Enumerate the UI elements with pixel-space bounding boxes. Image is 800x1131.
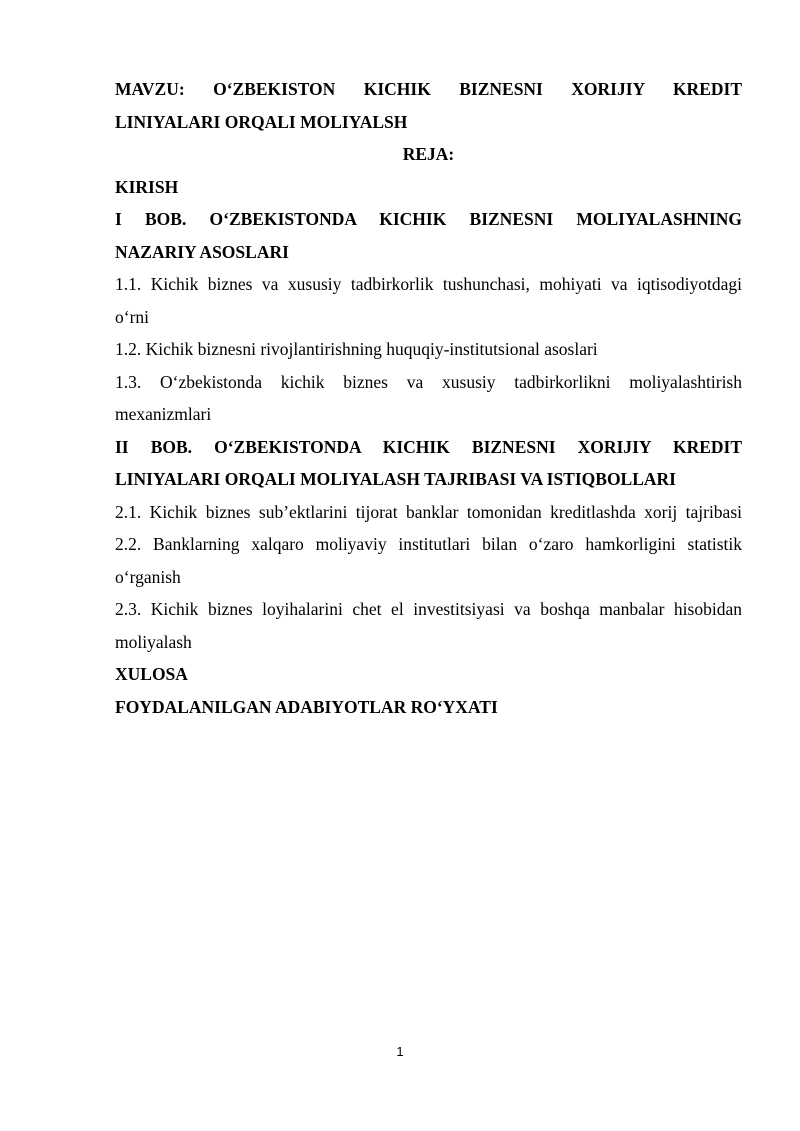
chapter-2-heading-line-2: LINIYALARI ORQALI MOLIYALASH TAJRIBASI VA ISTIQBOLLARI: [115, 469, 676, 489]
chapter-2-heading-line-1: II BOB. O‘ZBEKISTONDA KICHIK BIZNESNI XORIJIY KREDIT: [115, 436, 742, 457]
section-1-1-line-2: o‘rni: [115, 306, 150, 327]
section-1-3-line-1: 1.3. O‘zbekistonda kichik biznes va xususiy tadbirkorlikni moliyalashtirish: [115, 371, 742, 392]
section-1-1-line-1: 1.1. Kichik biznes va xususiy tadbirkorlik tushunchasi, mohiyati va iqtisodiyotdagi: [115, 274, 742, 294]
chapter-1-heading-line-2: NAZARIY ASOSLARI: [115, 241, 289, 262]
section-2-3-line-1: 2.3. Kichik biznes loyihalarini chet el investitsiyasi va boshqa manbalar hisobidan: [115, 599, 742, 619]
section-2-1: 2.1. Kichik biznes sub’ektlarini tijorat banklar tomonidan kreditlashda xorij tajribasi: [115, 501, 742, 522]
page-number: 1: [396, 1044, 404, 1059]
chapter-1-heading-line-1: I BOB. O‘ZBEKISTONDA KICHIK BIZNESNI MOLIYALASHNING: [115, 209, 742, 229]
topic-title-line-2: LINIYALARI ORQALI MOLIYALSH: [115, 111, 408, 132]
document-page: [115, 73, 742, 723]
conclusion-heading: XULOSA: [115, 664, 188, 684]
section-1-3-line-2: mexanizmlari: [115, 404, 212, 424]
section-1-2: 1.2. Kichik biznesni rivojlantirishning huquqiy-institutsional asoslari: [115, 339, 598, 359]
plan-heading: REJA:: [402, 144, 455, 164]
topic-title-line-1: MAVZU: O‘ZBEKISTON KICHIK BIZNESNI XORIJIY KREDIT: [115, 79, 742, 99]
references-heading: FOYDALANILGAN ADABIYOTLAR RO‘YXATI: [115, 696, 498, 717]
section-2-2-line-1: 2.2. Banklarning xalqaro moliyaviy institutlari bilan o‘zaro hamkorligini statistik: [115, 534, 742, 554]
section-2-3-line-2: moliyalash: [115, 631, 192, 652]
intro-heading: KIRISH: [115, 176, 179, 197]
section-2-2-line-2: o‘rganish: [115, 566, 181, 587]
